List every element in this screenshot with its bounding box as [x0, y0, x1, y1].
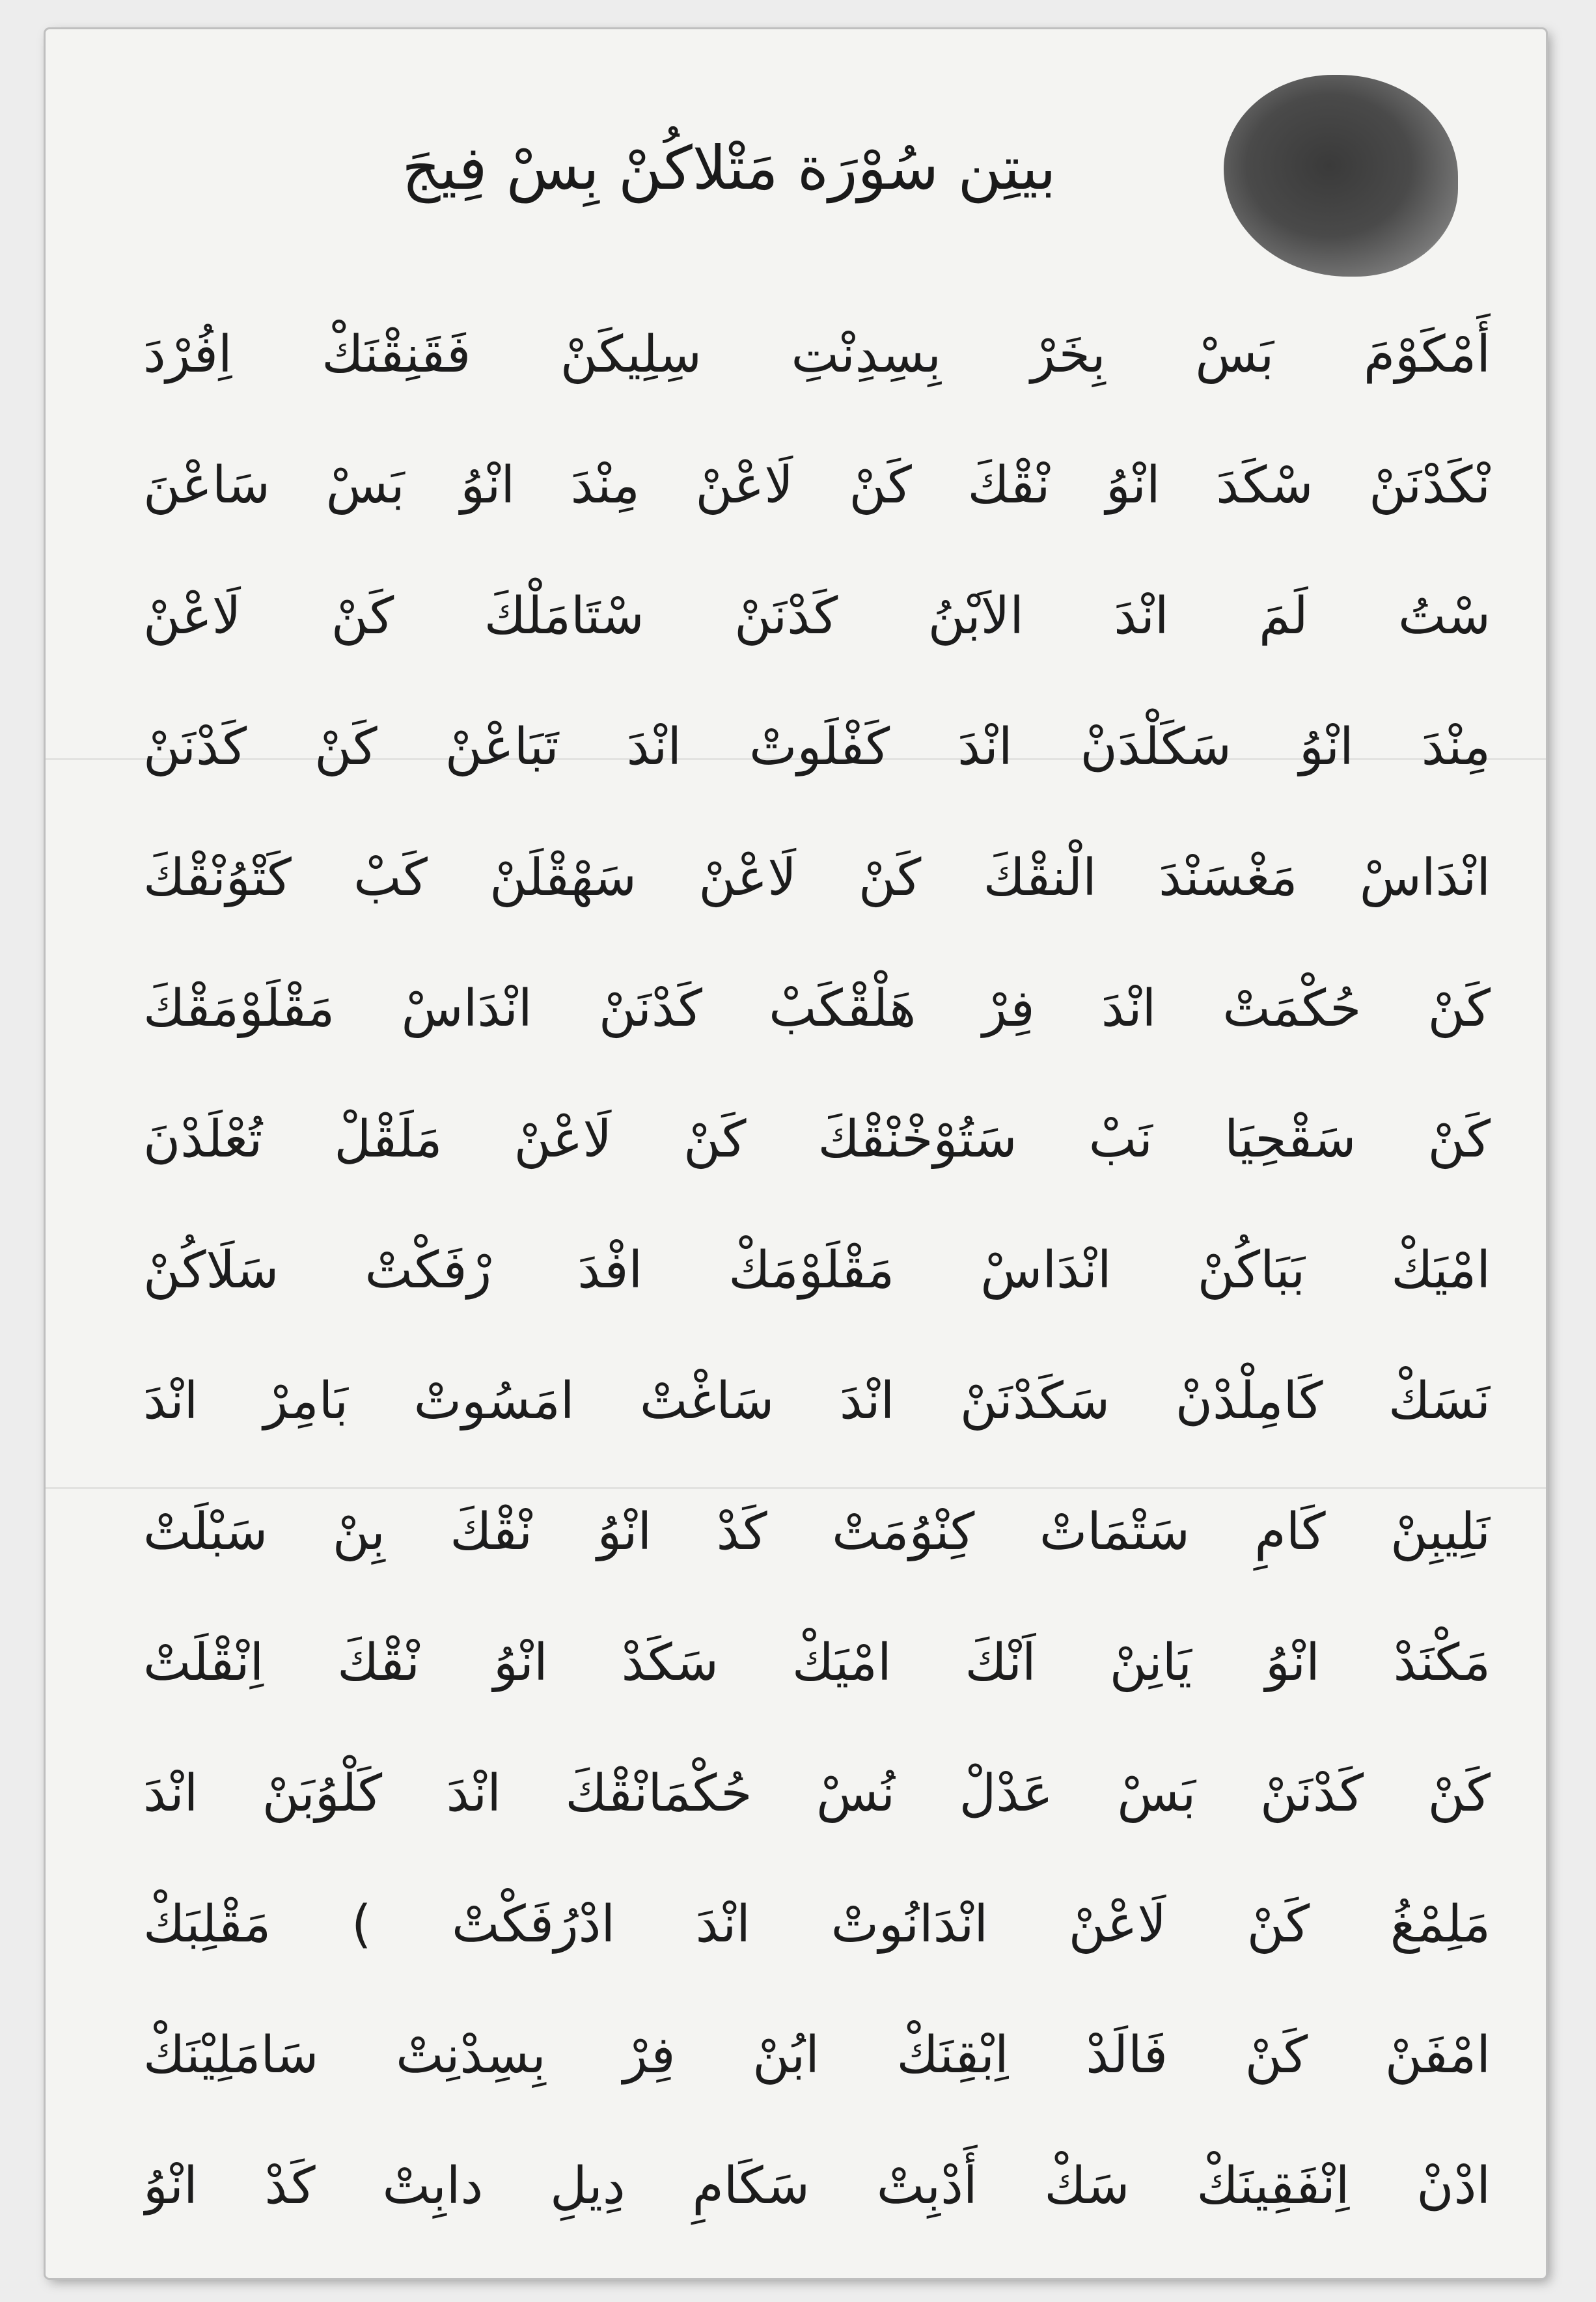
manuscript-line: مِنْدَ انْوُ سَكَلْدَنْ انْدَ كَفْلَوتْ انْدَ تَبَاعْنْ كَنْ كَدْنَنْ	[143, 718, 1491, 776]
manuscript-line: كَنْ كَدْنَنْ بَسْ عَدْلْ نُسْ حُكْمَانْقْكَ انْدَ كَلْوُبَنْ انْدَ	[143, 1764, 1491, 1823]
manuscript-line: نَسَكْ كَامِلْدْنْ سَكَدْنَنْ انْدَ سَاغْتْ امَسُوتْ بَامِرْ انْدَ	[143, 1372, 1491, 1431]
manuscript-line: نَلِيبِنْ كَامِ سَتْمَاتْ كِنْوُمَتْ كَدْ انْوُ نْقْكَ بِنْ سَبْلَتْ	[143, 1503, 1491, 1561]
manuscript-body	[143, 290, 1491, 2252]
manuscript-page	[46, 29, 1546, 2278]
manuscript-line: امْفَنْ كَنْ فَالَدْ اِبْقِنَكْ ابُنْ فِرْ بِسِدْنِتْ سَامَلِيْنَكْ	[143, 2026, 1491, 2085]
manuscript-line: كَنْ حُكْمَتْ انْدَ فِرْ هَلْقْكَبْ كَدْنَنْ انْدَاسْ مَقْلَوْمَقْكَ	[143, 980, 1491, 1038]
manuscript-line: انْدَاسْ مَغْسَنْدَ الْنقْكَ كَنْ لَاعْنْ سَهْقْلَنْ كَبْ كَتْوُنْقْكَ	[143, 849, 1491, 907]
ink-stain	[1224, 75, 1458, 277]
manuscript-title: بيتِن سُوْرَة مَتْلاكُنْ بِسْ فِيجَ	[402, 133, 1056, 203]
manuscript-line: مَلِمْغُ كَنْ لَاعْنْ انْدَانُوتْ انْدَ ادْرُفَكْتْ ) مَقْلِبَكْ	[143, 1895, 1491, 1954]
manuscript-line: نْكَدْنَنْ سْكَدَ انْوُ نْقْكَ كَنْ لَاعْنْ مِنْدَ انْوُ بَسْ سَاعْنَ	[143, 456, 1491, 515]
manuscript-line: كَنْ سَقْحِيَا نَبْ سَتُوْخْنْقْكَ كَنْ لَاعْنْ مَلَقْلْ تُعْلَدْنَ	[143, 1110, 1491, 1169]
manuscript-line: ادْنْ اِنْفَقِينَكْ سَكْ أَدْبِتْ سَكَامِ دِيلِ دابِتْ كَدْ انْوُ	[143, 2157, 1491, 2215]
manuscript-line: امْيَكْ بَبَاكُنْ انْدَاسْ مَقْلَوْمَكْ افْدَ رْفَكْتْ سَلَاكُنْ	[143, 1241, 1491, 1300]
manuscript-line: أَمْكَوْمَ بَسْ بِخَرْ بِسِدِنْتِ سِلِيكَنْ فَقَنِقْنَكْ اِفُرْدَ	[143, 325, 1491, 384]
manuscript-line: مَكْنَدْ انْوُ يَانِنْ اَنْكَ امْيَكْ سَكَدْ انْوُ نْقْكَ اِنْقْلَتْ	[143, 1634, 1491, 1692]
manuscript-line: سْتُ لَمَ انْدَ الاَبْنُ كَدْنَنْ سْتَامَلْكَ كَنْ لَاعْنْ	[143, 587, 1491, 646]
